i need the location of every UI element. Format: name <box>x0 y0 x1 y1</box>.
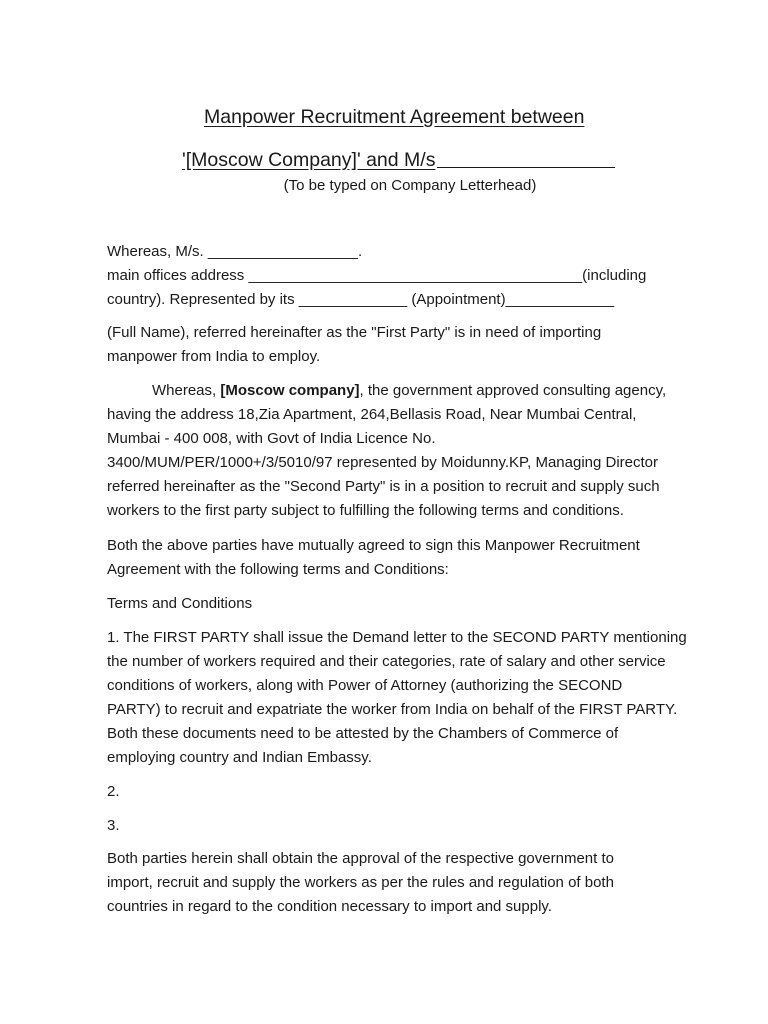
paragraph-line: main offices address ________________________________________(including <box>107 267 647 284</box>
paragraph-line: Both these documents need to be attested by the Chambers of Commerce of <box>107 725 619 742</box>
paragraph-line: manpower from India to employ. <box>107 348 321 365</box>
paragraph-line: 1. The FIRST PARTY shall issue the Demand letter to the SECOND PARTY mentioning <box>107 629 687 646</box>
paragraph-line: Both the above parties have mutually agreed to sign this Manpower Recruitment <box>107 537 640 554</box>
title-line-2-text: '[Moscow Company]' and M/s <box>182 149 436 171</box>
title-blank-line <box>437 147 615 168</box>
paragraph-line: PARTY) to recruit and expatriate the worker from India on behalf of the FIRST PARTY. <box>107 701 678 718</box>
paragraph-line: the number of workers required and their categories, rate of salary and other service <box>107 653 666 670</box>
paragraph-line: (Full Name), referred hereinafter as the "First Party" is in need of importing <box>107 324 602 341</box>
paragraph-line: having the address 18,Zia Apartment, 264,Bellasis Road, Near Mumbai Central, <box>107 406 637 423</box>
title-line-2 <box>182 147 615 172</box>
paragraph-line: employing country and Indian Embassy. <box>107 749 372 766</box>
first-party-description-paragraph <box>107 321 667 369</box>
whereas-rest: , the government approved consulting agency, <box>359 382 667 399</box>
terms-heading: Terms and Conditions <box>107 595 253 612</box>
title-line-1: Manpower Recruitment Agreement between <box>204 106 585 128</box>
paragraph-line: workers to the first party subject to fulfilling the following terms and conditions. <box>107 502 624 519</box>
company-name-bold: [Moscow company] <box>220 382 360 399</box>
whereas-lead: Whereas, <box>152 382 221 399</box>
term-item-2: 2. <box>107 783 120 800</box>
paragraph-line: countries in regard to the condition necessary to import and supply. <box>107 898 552 915</box>
whereas-first-party-paragraph <box>107 240 667 312</box>
term-item-3: 3. <box>107 817 120 834</box>
term-item-1 <box>107 626 687 770</box>
government-approval-paragraph <box>107 847 667 919</box>
paragraph-line <box>107 379 667 403</box>
paragraph-line: referred hereinafter as the "Second Party" is in a position to recruit and supply such <box>107 478 660 495</box>
whereas-second-party-paragraph <box>107 379 667 523</box>
paragraph-line: Mumbai - 400 008, with Govt of India Licence No. <box>107 430 436 447</box>
paragraph-line: Both parties herein shall obtain the approval of the respective government to <box>107 850 614 867</box>
paragraph-line: conditions of workers, along with Power of Attorney (authorizing the SECOND <box>107 677 623 694</box>
paragraph-line: country). Represented by its _____________ (Appointment)_____________ <box>107 291 615 308</box>
mutual-agreement-paragraph <box>107 534 667 582</box>
paragraph-line: Agreement with the following terms and Conditions: <box>107 561 449 578</box>
paragraph-line: Whereas, M/s. __________________. <box>107 243 363 260</box>
paragraph-line: import, recruit and supply the workers as per the rules and regulation of both <box>107 874 614 891</box>
letterhead-note: (To be typed on Company Letterhead) <box>283 177 537 194</box>
paragraph-line: 3400/MUM/PER/1000+/3/5010/97 represented by Moidunny.KP, Managing Director <box>107 454 659 471</box>
